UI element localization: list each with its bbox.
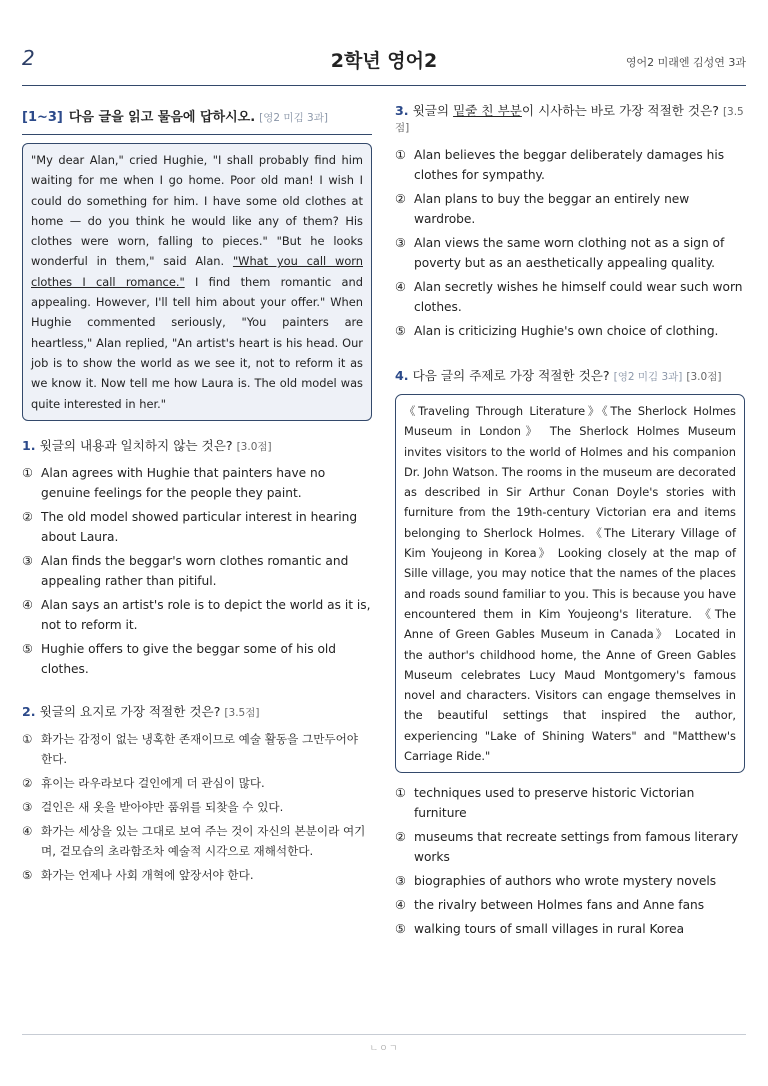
- question-number: 2.: [22, 703, 36, 719]
- option-text: Alan agrees with Hughie that painters have no genuine feelings for the people they paint.: [41, 465, 326, 500]
- option-text: Alan believes the beggar deliberately damages his clothes for sympathy.: [414, 148, 725, 182]
- option-marker: ②: [395, 830, 406, 845]
- option-text: Alan is criticizing Hughie's own choice of clothing.: [414, 324, 719, 338]
- passage-text-continued: I find them romantic and appealing. However, I'll tell him about your offer." When Hughie commented seriously, "You painters are heartless," Alan replied, "An artist's heart is his head. Our job is to show the world as we see it, not to reform it as we know it. Now tell me how Laura is. The old model was quite interested in her.": [31, 274, 363, 411]
- question-range: [1~3]: [22, 110, 63, 125]
- answer-option[interactable]: [22, 551, 372, 591]
- option-text: 휴이는 라우라보다 걸인에게 더 관심이 많다.: [41, 775, 265, 790]
- answer-option[interactable]: [395, 233, 745, 273]
- answer-option[interactable]: [395, 277, 745, 317]
- question-text: 윗글의: [412, 103, 454, 118]
- option-marker: ②: [395, 192, 406, 206]
- page-number: 2: [22, 46, 35, 70]
- question-text: 윗글의 요지로 가장 적절한 것은?: [39, 703, 221, 719]
- option-text: 걸인은 새 옷을 받아야만 품위를 되찾을 수 있다.: [41, 799, 284, 814]
- option-text: Alan finds the beggar's worn clothes romantic and appealing rather than pitiful.: [41, 553, 349, 588]
- question-4-options: [395, 783, 745, 939]
- question-1-options: [22, 463, 372, 679]
- footer-mark: ㄴㅇㄱ: [369, 1044, 399, 1054]
- answer-option[interactable]: [22, 463, 372, 503]
- right-column: [395, 100, 745, 943]
- section-meta: [영2 미김 3과]: [259, 112, 328, 124]
- answer-option[interactable]: [395, 189, 745, 229]
- page-title: 2학년 영어2: [330, 50, 438, 72]
- option-text: techniques used to preserve historic Victorian furniture: [414, 786, 695, 821]
- option-marker: ③: [395, 236, 406, 250]
- question-meta: [영2 미김 3과]: [613, 371, 683, 383]
- option-text: 화가는 감정이 없는 냉혹한 존재이므로 예술 활동을 그만두어야 한다.: [41, 731, 358, 766]
- option-marker: ④: [22, 597, 33, 612]
- left-column: [22, 100, 372, 889]
- option-text: 화가는 세상을 있는 그대로 보여 주는 것이 자신의 본분이라 여기며, 겉모습의 초라함조차 예술적 시각으로 재해석한다.: [41, 823, 366, 858]
- answer-option[interactable]: [395, 871, 745, 891]
- question-points: [3.0점]: [236, 440, 272, 453]
- question-3-stem: [395, 100, 745, 135]
- question-underlined-text: 밑줄 친 부분: [453, 103, 522, 118]
- answer-option[interactable]: [395, 321, 745, 341]
- option-marker: ③: [395, 874, 406, 889]
- section-instruction: 다음 글을 읽고 물음에 답하시오.: [68, 110, 256, 125]
- option-marker: ④: [395, 898, 406, 913]
- answer-option[interactable]: [22, 865, 372, 885]
- option-text: 화가는 언제나 사회 개혁에 앞장서야 한다.: [41, 867, 254, 882]
- question-number: 3.: [395, 103, 409, 118]
- answer-option[interactable]: [395, 827, 745, 867]
- option-marker: ②: [22, 509, 33, 524]
- answer-option[interactable]: [395, 895, 745, 915]
- answer-option[interactable]: [22, 595, 372, 635]
- question-2-stem: [22, 701, 372, 720]
- option-text: Alan views the same worn clothing not as a sign of poverty but as an aesthetically appealing quality.: [414, 236, 725, 270]
- question-number: 4.: [395, 368, 409, 383]
- page-footer: [22, 1034, 746, 1054]
- section-heading: [22, 100, 372, 135]
- option-marker: ①: [22, 731, 33, 746]
- option-text: museums that recreate settings from famous literary works: [414, 830, 739, 865]
- option-marker: ③: [22, 799, 33, 814]
- option-text: the rivalry between Holmes fans and Anne fans: [414, 898, 705, 913]
- option-marker: ①: [22, 465, 33, 480]
- option-text: Alan says an artist's role is to depict the world as it is, not to reform it.: [41, 597, 371, 632]
- answer-option[interactable]: [395, 783, 745, 823]
- question-points: [3.5점]: [224, 706, 260, 719]
- option-marker: ⑤: [22, 641, 33, 656]
- answer-option[interactable]: [22, 797, 372, 817]
- answer-option[interactable]: [22, 507, 372, 547]
- passage-text: "My dear Alan," cried Hughie, "I shall probably find him waiting for me when I go home. Poor old man! I wish I could do something for him. I have some old clothes at home — do you think he would like any of them? His clothes were worn, falling to pieces." "But he looks wonderful in them," said Alan.: [31, 153, 363, 269]
- question-number: 1.: [22, 437, 36, 453]
- option-marker: ①: [395, 786, 406, 801]
- question-4-stem: [395, 365, 745, 384]
- underlined-phrase: "What you call worn clothes I call romance.": [31, 254, 363, 289]
- option-marker: ③: [22, 553, 33, 568]
- question-text: 윗글의 내용과 일치하지 않는 것은?: [39, 437, 233, 453]
- reading-passage: [22, 143, 372, 421]
- option-text: The old model showed particular interest in hearing about Laura.: [41, 509, 358, 544]
- option-text: biographies of authors who wrote mystery novels: [414, 874, 717, 889]
- option-marker: ②: [22, 775, 33, 790]
- question-1-stem: [22, 435, 372, 454]
- option-text: Alan plans to buy the beggar an entirely new wardrobe.: [414, 192, 690, 226]
- subject-label: 영어2 미래엔 김성연 3과: [625, 56, 746, 69]
- answer-option[interactable]: [22, 639, 372, 679]
- page-header: [22, 0, 746, 86]
- answer-option[interactable]: [22, 773, 372, 793]
- question-points: [3.5점]: [395, 106, 744, 134]
- option-marker: ④: [395, 280, 406, 294]
- question-text-continued: 이 시사하는 바로 가장 적절한 것은?: [521, 103, 719, 118]
- option-marker: ⑤: [395, 324, 406, 338]
- answer-option[interactable]: [395, 919, 745, 939]
- question-text: 다음 글의 주제로 가장 적절한 것은?: [412, 368, 610, 383]
- reading-passage: 《Traveling Through Literature》《The Sherlock Holmes Museum in London》 The Sherlock Holmes Museum invites visitors to the world of Holmes and his companion Dr. John Watson. The rooms in the museum are decorated as described in Sir Arthur Conan Doyle's stories with furniture from the 19th-century Victorian era and items belonging to Sherlock Holmes. 《The Literary Village of Kim Youjeong in Korea》 Looking closely at the map of Sille village, you may notice that the names of the places and roads sound familiar to you. This is because you have encountered them in Kim Youjeong's literature. 《The Anne of Green Gables Museum in Canada》 Located in the author's childhood home, the Anne of Green Gables Museum celebrates Lucy Maud Montgomery's famous novel and characters. Visitors can engage themselves in the beautiful settings that inspired the author, experiencing "Lake of Shining Waters" and "Matthew's Carriage Ride.": [395, 394, 745, 773]
- option-marker: ⑤: [395, 922, 406, 937]
- option-marker: ①: [395, 148, 406, 162]
- option-text: walking tours of small villages in rural Korea: [414, 922, 685, 937]
- answer-option[interactable]: [22, 821, 372, 861]
- question-points: [3.0점]: [686, 371, 722, 383]
- option-text: Alan secretly wishes he himself could wear such worn clothes.: [414, 280, 743, 314]
- answer-option[interactable]: [395, 145, 745, 185]
- option-marker: ④: [22, 823, 33, 838]
- option-marker: ⑤: [22, 867, 33, 882]
- option-text: Hughie offers to give the beggar some of his old clothes.: [41, 641, 337, 676]
- answer-option[interactable]: [22, 729, 372, 769]
- question-2-options: [22, 729, 372, 885]
- question-3-options: [395, 145, 745, 341]
